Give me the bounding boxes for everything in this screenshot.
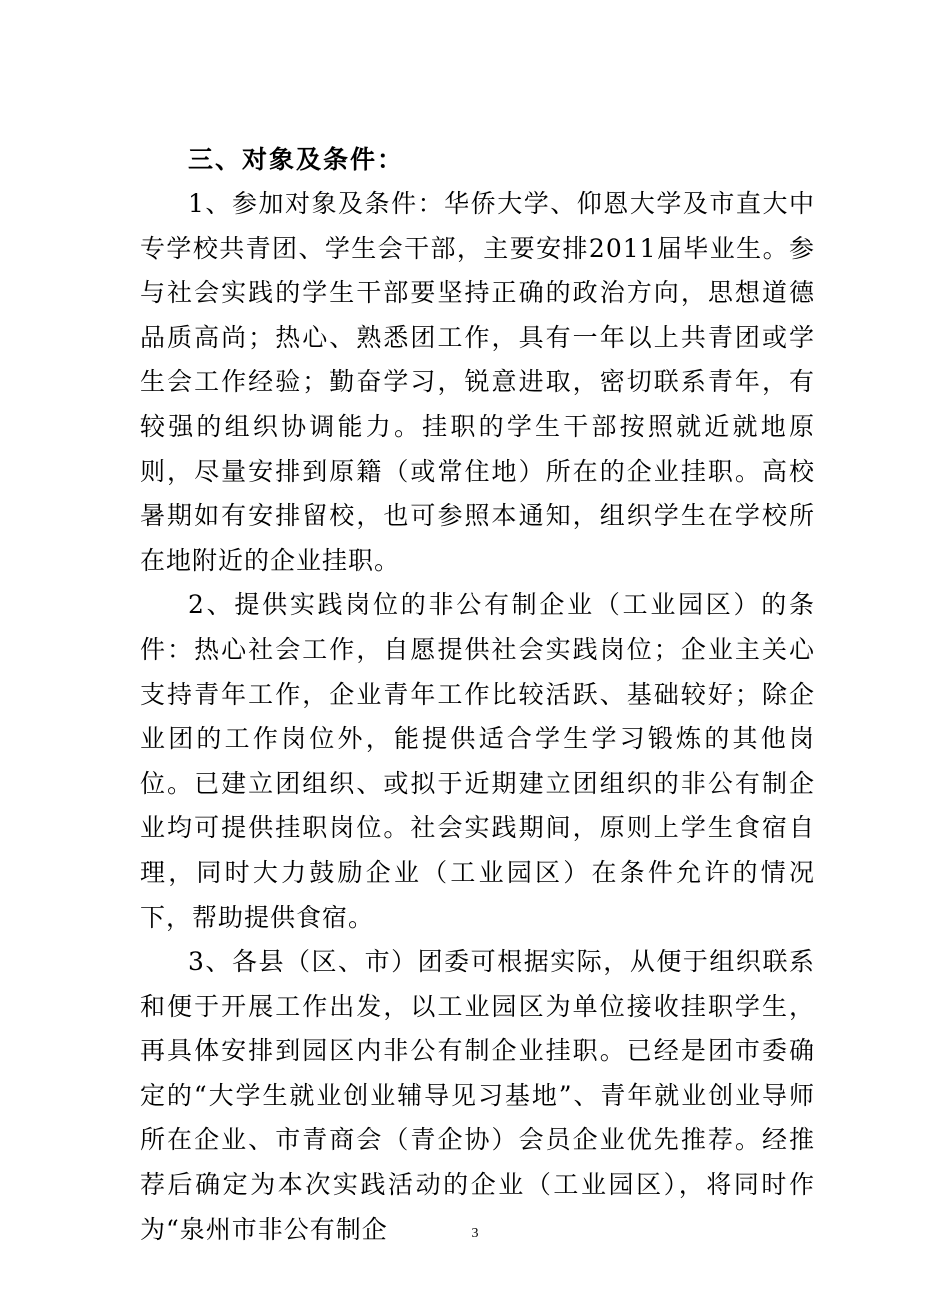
- page-number: 3: [471, 1226, 479, 1241]
- section-heading: 三、对象及条件：: [188, 145, 405, 174]
- paragraph-1: 1、参加对象及条件：华侨大学、仰恩大学及市直大中专学校共青团、学生会干部，主要安排2011届毕业生。参与社会实践的学生干部要坚持正确的政治方向，思想道德品质高尚；热心、熟悉团工作，具有一年以上共青团或学生会工作经验；勤奋学习，锐意进取，密切联系青年，有较强的组织协调能力。挂职的学生干部按照就近就地原则，尽量安排到原籍（或常住地）所在的企业挂职。高校暑期如有安排留校，也可参照本通知，组织学生在学校所在地附近的企业挂职。: [140, 189, 815, 575]
- paragraph-3: 3、各县（区、市）团委可根据实际，从便于组织联系和便于开展工作出发，以工业园区为单位接收挂职学生，再具体安排到园区内非公有制企业挂职。已经是团市委确定的“大学生就业创业辅导见习基地”、青年就业创业导师所在企业、市青商会（青企协）会员企业优先推荐。经推荐后确定为本次实践活动的企业（工业园区），将同时作为“泉州市非公有制企: [140, 947, 815, 1244]
- paragraph-2: 2、提供实践岗位的非公有制企业（工业园区）的条件：热心社会工作，自愿提供社会实践岗位；企业主关心支持青年工作，企业青年工作比较活跃、基础较好；除企业团的工作岗位外，能提供适合学生学习锻炼的其他岗位。已建立团组织、或拟于近期建立团组织的非公有制企业均可提供挂职岗位。社会实践期间，原则上学生食宿自理，同时大力鼓励企业（工业园区）在条件允许的情况下，帮助提供食宿。: [140, 590, 815, 932]
- document-body: [140, 138, 815, 1252]
